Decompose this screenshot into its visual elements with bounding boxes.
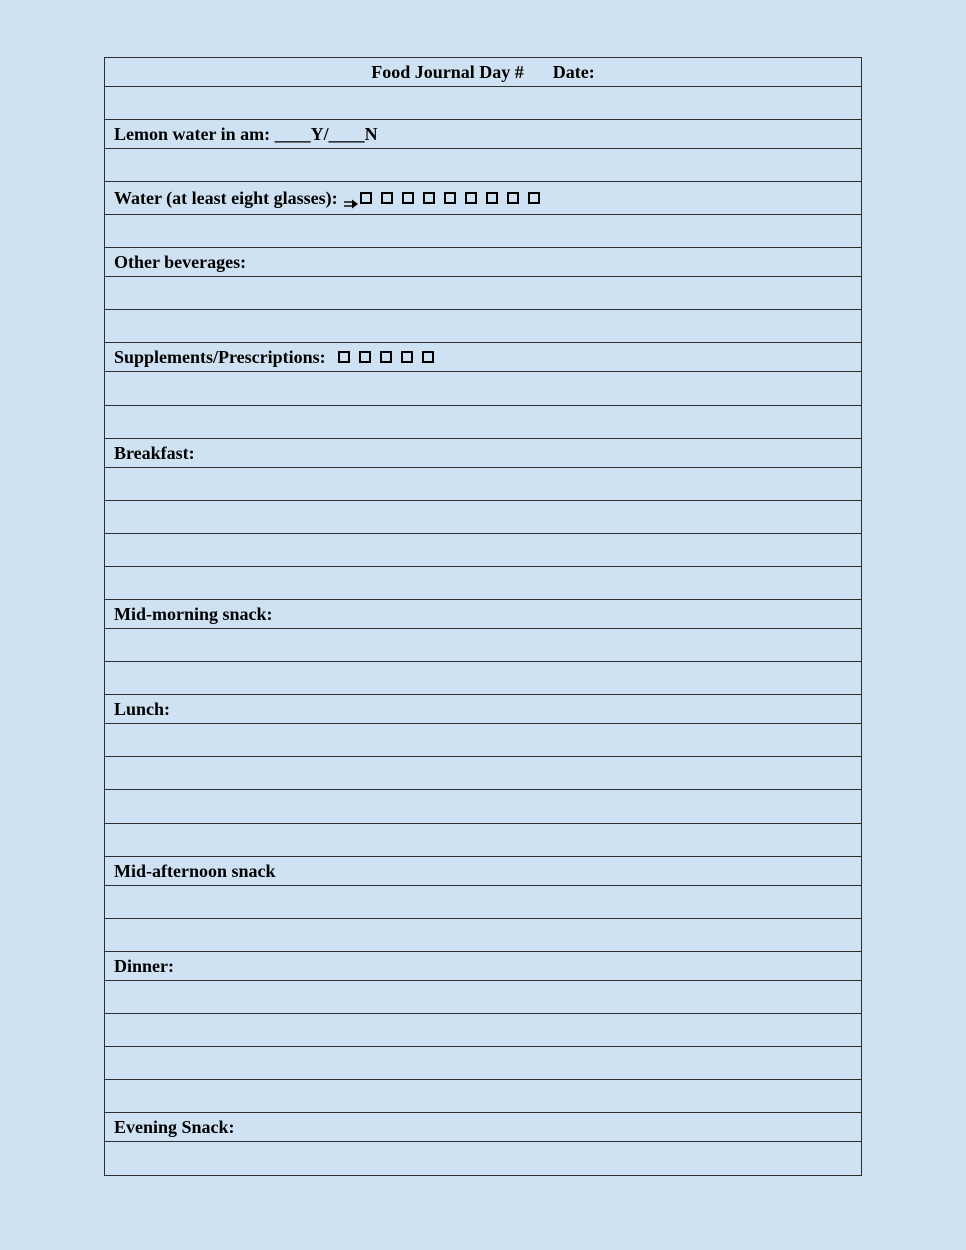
supplement-checkbox[interactable] — [338, 351, 350, 363]
breakfast-line — [105, 468, 861, 501]
journal-title: Food Journal Day # — [371, 62, 524, 82]
water-row — [105, 182, 861, 215]
water-glass-checkbox[interactable] — [402, 192, 414, 204]
mid-morning-snack-label: Mid-morning snack: — [114, 604, 273, 625]
mid-morning-snack-line — [105, 629, 861, 662]
water-glass-checkbox[interactable] — [444, 192, 456, 204]
header-row — [105, 58, 861, 87]
breakfast-line — [105, 567, 861, 600]
water-glass-checkbox[interactable] — [507, 192, 519, 204]
dinner-row — [105, 952, 861, 981]
lemon-water-row — [105, 120, 861, 149]
other-beverages-label: Other beverages: — [114, 252, 247, 273]
other-beverages-line — [105, 310, 861, 343]
lunch-row — [105, 695, 861, 724]
mid-morning-snack-line — [105, 662, 861, 695]
lunch-line — [105, 824, 861, 857]
water-glass-checkbox[interactable] — [423, 192, 435, 204]
evening-snack-row — [105, 1113, 861, 1142]
water-label: Water (at least eight glasses): — [114, 188, 338, 209]
water-checkbox-group — [360, 192, 549, 204]
evening-snack-line — [105, 1142, 861, 1175]
food-journal-table — [104, 57, 862, 1176]
other-beverages-row — [105, 248, 861, 277]
breakfast-line — [105, 534, 861, 567]
mid-afternoon-snack-line — [105, 886, 861, 919]
dinner-line — [105, 1047, 861, 1080]
supplements-label: Supplements/Prescriptions: — [114, 347, 326, 368]
mid-afternoon-snack-label: Mid-afternoon snack — [114, 860, 276, 881]
breakfast-label: Breakfast: — [114, 442, 195, 463]
supplement-checkbox[interactable] — [380, 351, 392, 363]
water-glass-checkbox[interactable] — [465, 192, 477, 204]
water-glass-checkbox[interactable] — [381, 192, 393, 204]
lemon-water-label: Lemon water in am: — [114, 124, 271, 145]
breakfast-line — [105, 501, 861, 534]
mid-afternoon-snack-row — [105, 857, 861, 886]
supplement-checkbox[interactable] — [359, 351, 371, 363]
mid-morning-snack-row — [105, 600, 861, 629]
water-glass-checkbox[interactable] — [528, 192, 540, 204]
supplements-line — [105, 406, 861, 439]
water-line — [105, 215, 861, 248]
lemon-water-line — [105, 149, 861, 182]
water-glass-checkbox[interactable] — [486, 192, 498, 204]
breakfast-row — [105, 439, 861, 468]
header-blank-line — [105, 87, 861, 120]
dinner-line — [105, 981, 861, 1014]
dinner-line — [105, 1080, 861, 1113]
date-label: Date: — [552, 62, 595, 82]
lunch-line — [105, 790, 861, 823]
water-glass-checkbox[interactable] — [360, 192, 372, 204]
lemon-water-answer: ____Y/____N — [274, 124, 378, 145]
supplement-checkbox[interactable] — [401, 351, 413, 363]
supplements-checkbox-group — [338, 351, 443, 363]
supplement-checkbox[interactable] — [422, 351, 434, 363]
dinner-label: Dinner: — [114, 955, 174, 976]
mid-afternoon-snack-line — [105, 919, 861, 952]
supplements-line — [105, 372, 861, 405]
dinner-line — [105, 1014, 861, 1047]
other-beverages-line — [105, 277, 861, 310]
supplements-row — [105, 343, 861, 372]
lunch-label: Lunch: — [114, 699, 171, 720]
arrow-right-icon — [344, 194, 358, 204]
lunch-line — [105, 757, 861, 790]
evening-snack-label: Evening Snack: — [114, 1117, 235, 1138]
lunch-line — [105, 724, 861, 757]
